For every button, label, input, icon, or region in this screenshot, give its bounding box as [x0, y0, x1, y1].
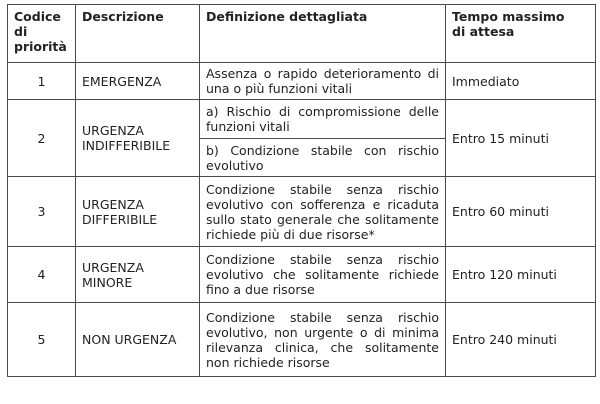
- table-row: [8, 303, 596, 377]
- row-description: URGENZA DIFFERIBILE: [76, 177, 200, 247]
- table-header: [8, 5, 596, 63]
- header-wait-time: Tempo massimo di attesa: [446, 5, 596, 63]
- row-description: NON URGENZA: [76, 303, 200, 377]
- header-definition: Definizione dettagliata: [200, 5, 446, 63]
- row-description: EMERGENZA: [76, 63, 200, 100]
- row-code: 1: [8, 63, 76, 100]
- row-definition-a: a) Rischio di compromissione delle funzioni vitali: [200, 100, 446, 139]
- table-row: [8, 63, 596, 100]
- row-code: 3: [8, 177, 76, 247]
- row-code: 5: [8, 303, 76, 377]
- table-body: [8, 63, 596, 377]
- table-row: [8, 177, 596, 247]
- row-code: 2: [8, 100, 76, 177]
- row-definition: Assenza o rapido deterioramento di una o più funzioni vitali: [200, 63, 446, 100]
- row-description: URGENZA INDIFFERIBILE: [76, 100, 200, 177]
- row-wait-time: Immediato: [446, 63, 596, 100]
- row-definition: Condizione stabile senza rischio evolutivo con sofferenza e ricaduta sullo stato generale che solitamente richiede più di due risorse*: [200, 177, 446, 247]
- row-definition: Condizione stabile senza rischio evolutivo, non urgente o di minima rilevanza clinica, che solitamente non richiede risorse: [200, 303, 446, 377]
- row-wait-time: Entro 120 minuti: [446, 247, 596, 303]
- row-wait-time: Entro 15 minuti: [446, 100, 596, 177]
- row-description: URGENZA MINORE: [76, 247, 200, 303]
- priority-table-container: [7, 4, 595, 377]
- header-code: Codice di priorità: [8, 5, 76, 63]
- row-wait-time: Entro 240 minuti: [446, 303, 596, 377]
- row-code: 4: [8, 247, 76, 303]
- priority-table: [7, 4, 596, 377]
- row-definition-b: b) Condizione stabile con rischio evolutivo: [200, 139, 446, 177]
- header-description: Descrizione: [76, 5, 200, 63]
- row-wait-time: Entro 60 minuti: [446, 177, 596, 247]
- table-row: [8, 247, 596, 303]
- table-row: [8, 100, 596, 139]
- header-row: [8, 5, 596, 63]
- row-definition: Condizione stabile senza rischio evolutivo che solitamente richiede fino a due risorse: [200, 247, 446, 303]
